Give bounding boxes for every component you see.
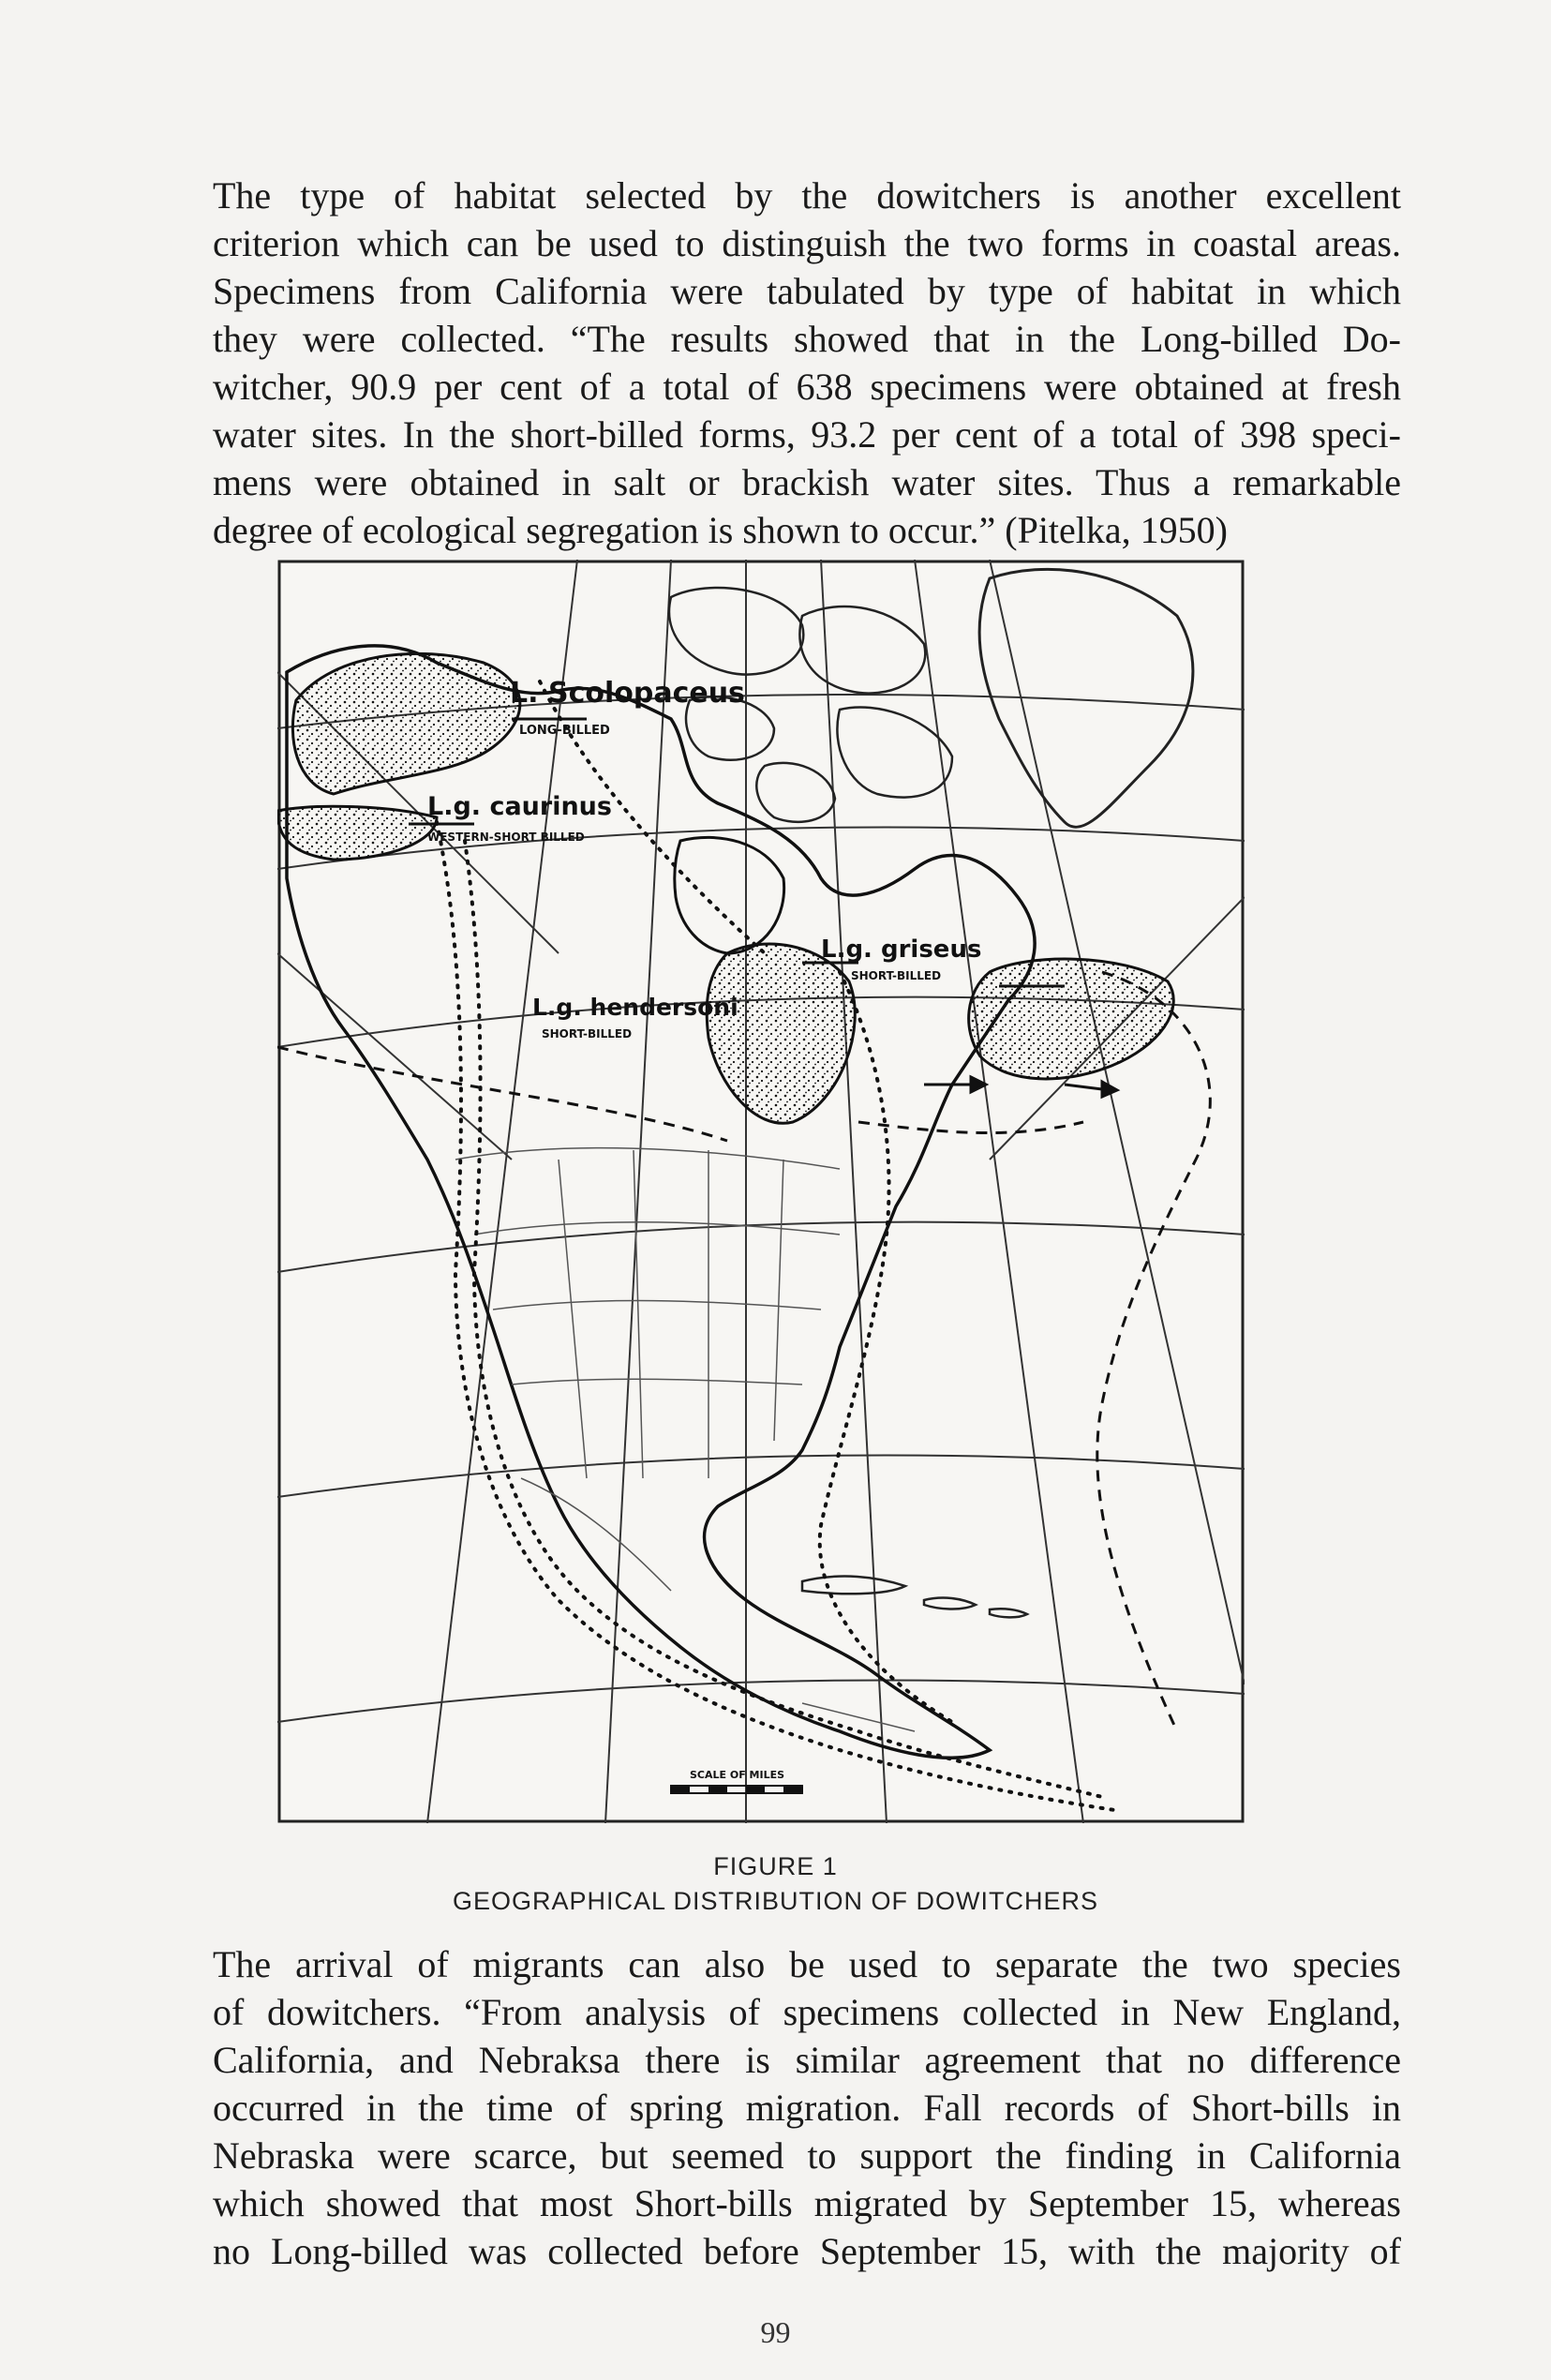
figure-caption: GEOGRAPHICAL DISTRIBUTION OF DOWITCHERS bbox=[452, 1887, 1099, 1915]
greenland-outline bbox=[979, 569, 1193, 827]
scale-bar bbox=[671, 1769, 802, 1793]
body-paragraph-migration bbox=[213, 1940, 1401, 2275]
text-line: degree of ecological segregation is shown to occur.” (Pitelka, 1950) bbox=[213, 509, 1228, 551]
text-line: they were collected. “The results showed that in the Long-billed Do- bbox=[213, 318, 1401, 360]
text-line: witcher, 90.9 per cent of a total of 638 specimens were obtained at fresh bbox=[213, 366, 1401, 408]
text-line: which showed that most Short-bills migrated by September 15, whereas bbox=[213, 2182, 1401, 2224]
migration-routes bbox=[437, 681, 1121, 1811]
scale-bar-label: SCALE OF MILES bbox=[690, 1769, 785, 1781]
text-line: The arrival of migrants can also be used to separate the two species bbox=[213, 1943, 1401, 1985]
text-line: mens were obtained in salt or brackish water sites. Thus a remarkable bbox=[213, 461, 1401, 503]
migration-arrows bbox=[924, 1077, 1117, 1097]
figure-number: FIGURE 1 bbox=[713, 1852, 838, 1880]
text-line: no Long-billed was collected before September 15, with the majority of bbox=[213, 2230, 1401, 2272]
label-griseus: L.g. griseus bbox=[821, 936, 982, 964]
text-line: water sites. In the short-billed forms, 93.2 per cent of a total of 398 speci- bbox=[213, 413, 1401, 456]
range-griseus bbox=[969, 959, 1174, 1079]
range-hendersoni bbox=[707, 944, 855, 1123]
hudson-bay bbox=[675, 837, 784, 953]
caribbean-islands bbox=[802, 1577, 1027, 1618]
text-line: California, and Nebraksa there is similar agreement that no difference bbox=[213, 2039, 1401, 2081]
label-scolopaceus: L. Scolopaceus bbox=[510, 677, 745, 710]
label-scolopaceus-sub: LONG-BILLED bbox=[519, 724, 610, 738]
label-caurinus-sub: WESTERN-SHORT BILLED bbox=[427, 831, 585, 844]
page-number: 99 bbox=[760, 2315, 791, 2349]
label-hendersoni: L.g. hendersoni bbox=[532, 994, 738, 1021]
text-line: of dowitchers. “From analysis of specimens collected in New England, bbox=[213, 1991, 1401, 2033]
body-paragraph-habitat bbox=[213, 172, 1401, 554]
text-line: occurred in the time of spring migration. Fall records of Short-bills in bbox=[213, 2087, 1401, 2129]
distribution-map bbox=[277, 560, 1245, 1823]
label-hendersoni-sub: SHORT-BILLED bbox=[542, 1027, 633, 1040]
label-griseus-sub: SHORT-BILLED bbox=[851, 969, 942, 982]
political-boundaries bbox=[455, 1148, 915, 1731]
text-line: Specimens from California were tabulated by type of habitat in which bbox=[213, 270, 1401, 312]
map-drawing bbox=[277, 560, 1245, 1823]
text-line: Nebraska were scarce, but seemed to support the finding in California bbox=[213, 2134, 1401, 2177]
range-long-billed bbox=[292, 653, 519, 794]
text-line: criterion which can be used to distinguish the two forms in coastal areas. bbox=[213, 222, 1401, 264]
label-caurinus: L.g. caurinus bbox=[427, 792, 612, 821]
text-line: The type of habitat selected by the dowitchers is another excellent bbox=[213, 174, 1401, 217]
